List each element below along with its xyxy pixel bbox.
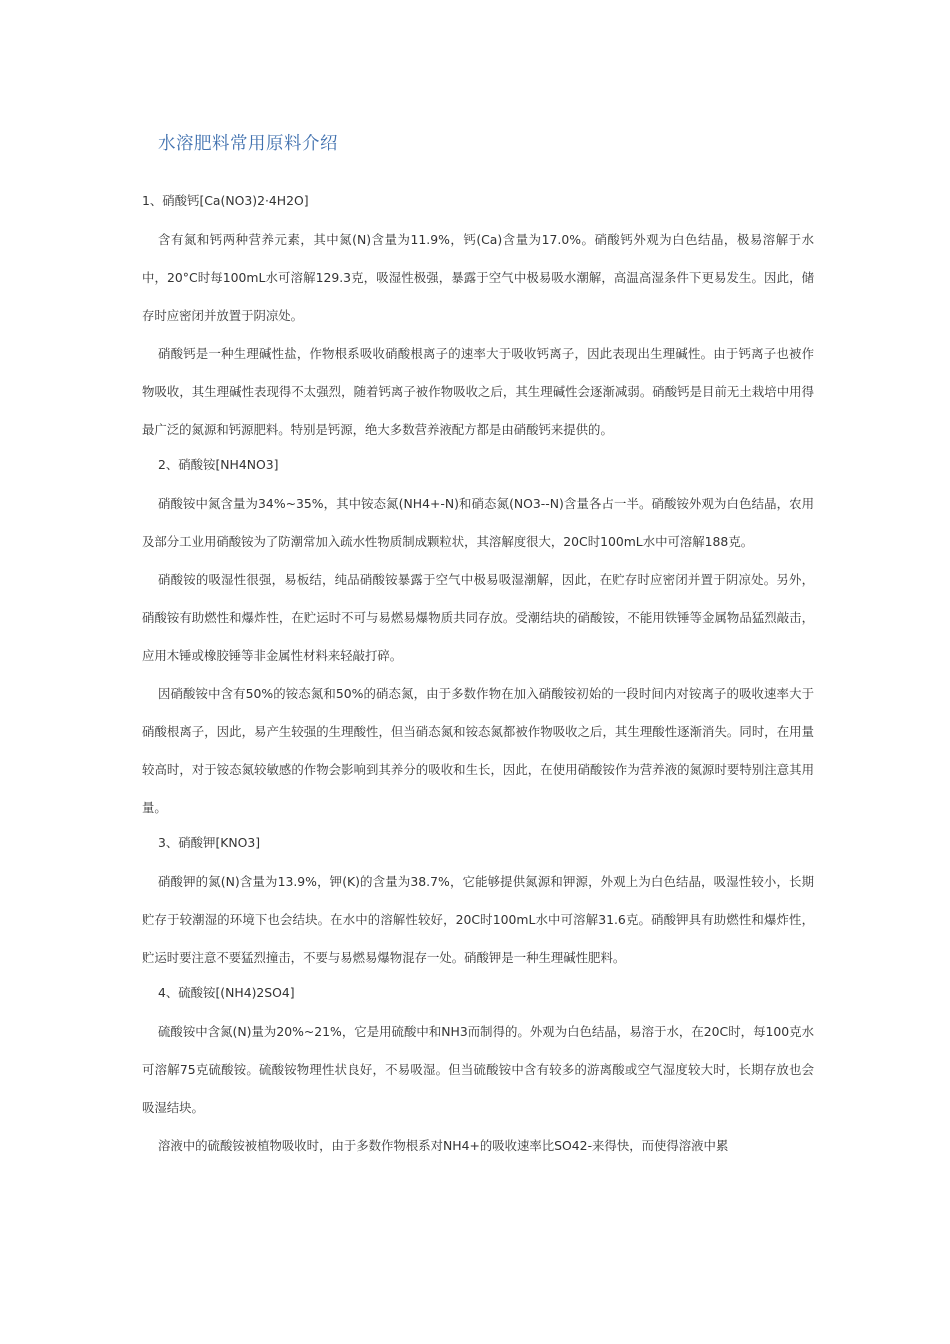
paragraph: 硝酸铵的吸湿性很强，易板结，纯品硝酸铵暴露于空气中极易吸湿潮解，因此，在贮存时应密闭并置于阴凉处。另外，硝酸铵有助燃性和爆炸性，在贮运时不可与易燃易爆物质共同存放。受潮结块的硝酸铵，不能用铁锤等金属物品猛烈敲击，应用木锤或橡胶锤等非金属性材料来轻敲打碎。 bbox=[142, 572, 814, 663]
paragraph: 溶液中的硫酸铵被植物吸收时，由于多数作物根系对NH4+的吸收速率比SO42-来得快，而使得溶液中累 bbox=[158, 1138, 729, 1153]
document-body bbox=[142, 191, 814, 1165]
paragraph: 硝酸铵中氮含量为34%~35%，其中铵态氮(NH4+-N)和硝态氮(NO3--N)含量各占一半。硝酸铵外观为白色结晶，农用及部分工业用硝酸铵为了防潮常加入疏水性物质制成颗粒状，其溶解度很大，20C时100mL水中可溶解188克。 bbox=[142, 496, 814, 549]
paragraph: 因硝酸铵中含有50%的铵态氮和50%的硝态氮，由于多数作物在加入硝酸铵初始的一段时间内对铵离子的吸收速率大于硝酸根离子，因此，易产生较强的生理酸性，但当硝态氮和铵态氮都被作物吸收之后，其生理酸性逐渐消失。同时，在用量较高时，对于铵态氮较敏感的作物会影响到其养分的吸收和生长，因此，在使用硝酸铵作为营养液的氮源时要特别注意其用量。 bbox=[142, 686, 814, 815]
document-title: 水溶肥料常用原料介绍 bbox=[158, 134, 338, 154]
paragraph: 硝酸钙是一种生理碱性盐，作物根系吸收硝酸根离子的速率大于吸收钙离子，因此表现出生理碱性。由于钙离子也被作物吸收，其生理碱性表现得不太强烈，随着钙离子被作物吸收之后，其生理碱性会逐渐减弱。硝酸钙是目前无土栽培中用得最广泛的氮源和钙源肥料。特别是钙源，绝大多数营养液配方都是由硝酸钙来提供的。 bbox=[142, 346, 814, 437]
paragraph: 含有氮和钙两种营养元素，其中氮(N)含量为11.9%，钙(Ca)含量为17.0%。硝酸钙外观为白色结晶，极易溶解于水中，20°C时每100mL水可溶解129.3克，吸湿性极强，暴露于空气中极易吸水潮解，高温高湿条件下更易发生。因此，储存时应密闭并放置于阴凉处。 bbox=[142, 232, 814, 323]
section-heading-calcium-nitrate: 1、硝酸钙[Ca(NO3)2·4H2O] bbox=[142, 193, 309, 208]
paragraph: 硫酸铵中含氮(N)量为20%~21%，它是用硫酸中和NH3而制得的。外观为白色结晶，易溶于水，在20C时，每100克水可溶解75克硫酸铵。硫酸铵物理性状良好，不易吸湿。但当硫酸铵中含有较多的游离酸或空气湿度较大时，长期存放也会吸湿结块。 bbox=[142, 1024, 814, 1115]
section-heading-potassium-nitrate: 3、硝酸钾[KNO3] bbox=[158, 835, 261, 850]
paragraph: 硝酸钾的氮(N)含量为13.9%，钾(K)的含量为38.7%，它能够提供氮源和钾源，外观上为白色结晶，吸湿性较小，长期贮存于较潮湿的环境下也会结块。在水中的溶解性较好，20C时100mL水中可溶解31.6克。硝酸钾具有助燃性和爆炸性，贮运时要注意不要猛烈撞击，不要与易燃易爆物混存一处。硝酸钾是一种生理碱性肥料。 bbox=[142, 874, 814, 965]
section-heading-ammonium-sulfate: 4、硫酸铵[(NH4)2SO4] bbox=[158, 985, 295, 1000]
section-heading-ammonium-nitrate: 2、硝酸铵[NH4NO3] bbox=[158, 457, 279, 472]
